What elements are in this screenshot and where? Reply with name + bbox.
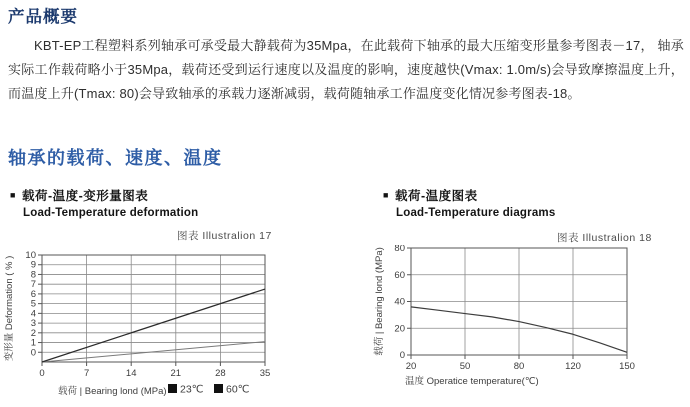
legend-swatch-icon bbox=[168, 384, 177, 393]
bullet-icon: ■ bbox=[10, 190, 16, 200]
y-tick-label: 20 bbox=[394, 323, 405, 335]
y-axis-label: 载荷 | Bearing lond (MPa) bbox=[374, 247, 385, 356]
left-chart-title-zh: 载荷-温度-变形量图表 bbox=[21, 189, 149, 203]
page-title: 产品概要 bbox=[8, 8, 78, 26]
x-tick-label: 21 bbox=[170, 368, 182, 379]
plot-border bbox=[42, 255, 265, 362]
series-line-23℃ bbox=[42, 342, 265, 362]
y-tick-label: 0 bbox=[399, 350, 405, 361]
left-chart-title-en: Load-Temperature deformation bbox=[23, 207, 199, 219]
intro-paragraph: KBT-EP工程塑料系列轴承可承受最大静载荷为35Mpa，在此载荷下轴承的最大压缩变形量参考图表－17， 轴承实际工作载荷略小于35Mpa，载荷还受到运行速度以及温度的影响，速度越快(Vmax: 1.0m/s)会导致摩擦温度上升，而温度上升(Tmax: 80)会导致轴承的承载力逐渐减弱，载荷随轴承工作温度变化情况参考图表-18。 bbox=[8, 38, 684, 101]
left-chart-header bbox=[10, 186, 198, 219]
y-tick-label: 2 bbox=[30, 327, 36, 339]
right-chart-header bbox=[383, 186, 555, 219]
y-tick-label: 60 bbox=[394, 269, 405, 281]
right-chart-caption: 图表 Illustralion 18 bbox=[557, 232, 652, 244]
x-tick-label: 14 bbox=[125, 368, 137, 379]
y-tick-label: 80 bbox=[394, 245, 405, 254]
y-tick-label: 1 bbox=[30, 337, 36, 349]
x-tick-label: 150 bbox=[619, 361, 635, 372]
x-tick-label: 35 bbox=[259, 368, 271, 379]
x-tick-label: 28 bbox=[215, 368, 226, 379]
x-tick-label: 80 bbox=[513, 361, 525, 372]
right-chart-load-temperature-diagram bbox=[370, 245, 690, 397]
y-tick-label: 0 bbox=[30, 347, 36, 359]
bullet-icon: ■ bbox=[383, 190, 389, 200]
right-chart-title-zh: 载荷-温度图表 bbox=[394, 189, 478, 203]
y-tick-label: 40 bbox=[394, 296, 405, 308]
x-tick-label: 20 bbox=[405, 361, 417, 372]
y-tick-label: 8 bbox=[30, 269, 36, 281]
x-tick-label: 0 bbox=[39, 368, 45, 379]
y-tick-label: 7 bbox=[30, 279, 36, 291]
y-tick-label: 10 bbox=[25, 250, 36, 261]
x-tick-label: 7 bbox=[83, 368, 90, 379]
right-chart-title-zh-row bbox=[383, 186, 555, 204]
series-line-60℃ bbox=[42, 289, 265, 362]
section-title: 轴承的载荷、速度、温度 bbox=[8, 148, 223, 168]
y-tick-label: 9 bbox=[30, 259, 36, 271]
x-tick-label: 50 bbox=[459, 361, 471, 372]
y-axis-label: 变形量 Deformation ( % ) bbox=[4, 255, 15, 362]
legend-label: 60℃ bbox=[226, 383, 250, 396]
x-axis-label: 温度 Operatice temperature(℃) bbox=[405, 376, 539, 387]
left-chart-load-temperature-deformation bbox=[0, 245, 352, 407]
x-tick-label: 120 bbox=[565, 361, 581, 372]
y-tick-label: 4 bbox=[30, 308, 36, 320]
y-tick-label: 6 bbox=[30, 288, 36, 300]
y-tick-label: 5 bbox=[30, 298, 36, 310]
y-tick-label: 3 bbox=[30, 318, 36, 330]
right-chart-title-en: Load-Temperature diagrams bbox=[396, 207, 556, 219]
legend-label: 23℃ bbox=[180, 383, 204, 396]
left-chart-caption: 图表 Illustralion 17 bbox=[177, 230, 272, 242]
left-chart-title-zh-row bbox=[10, 186, 198, 204]
x-axis-label: 载荷 | Bearing lond (MPa) bbox=[58, 386, 167, 397]
legend-swatch-icon bbox=[214, 384, 223, 393]
